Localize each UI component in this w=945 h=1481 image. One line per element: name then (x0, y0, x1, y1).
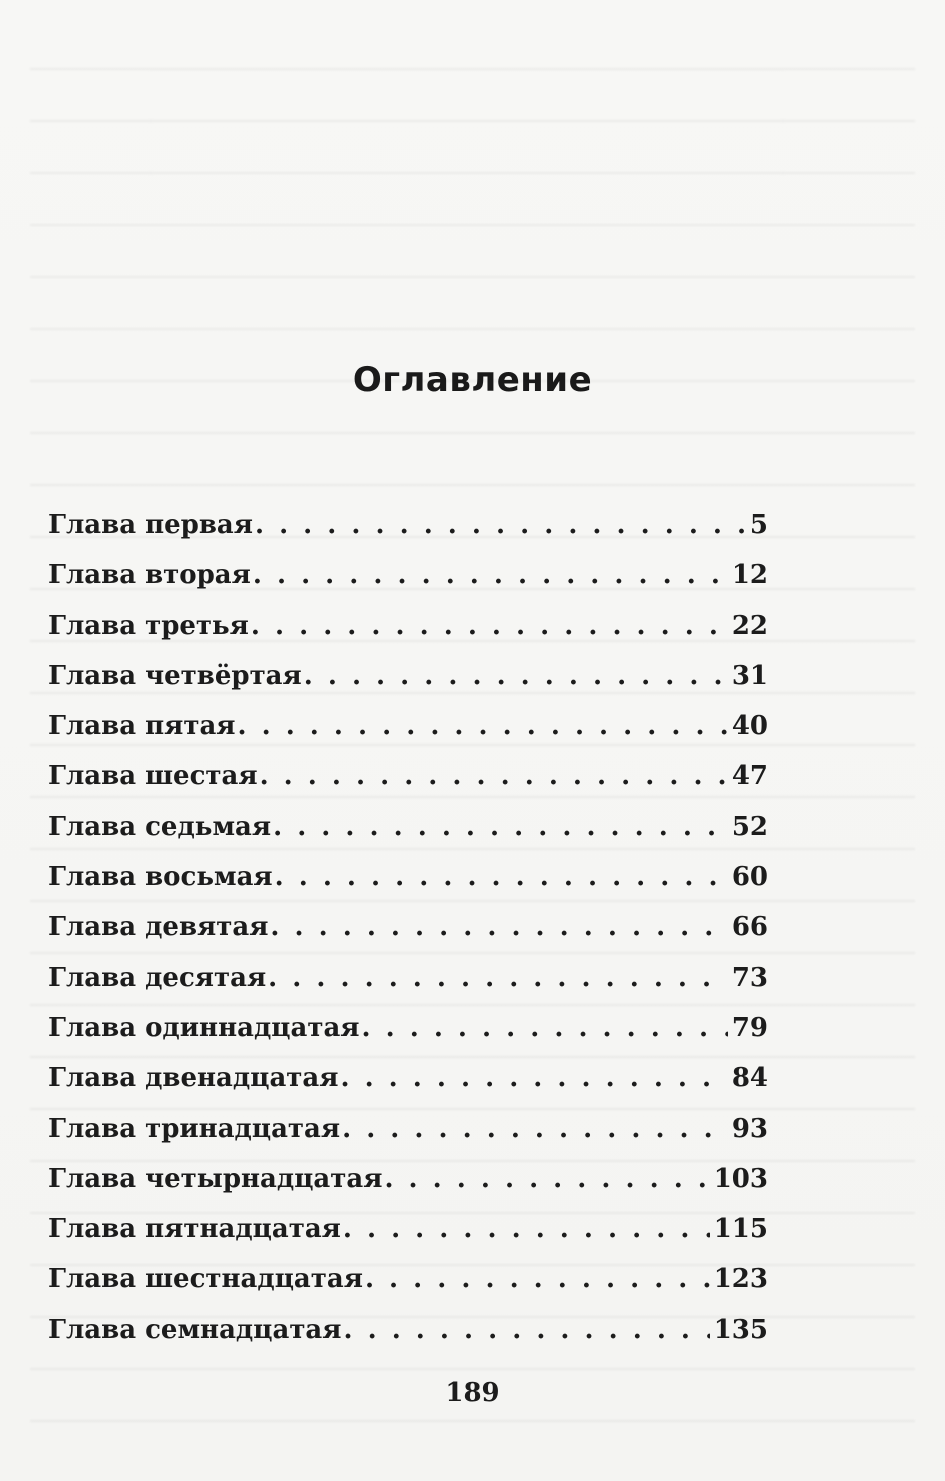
dot-leader (304, 651, 728, 701)
toc-entry-label: Глава третья (48, 610, 249, 641)
dot-leader (253, 550, 728, 600)
toc-entry-label: Глава двенадцатая (48, 1063, 339, 1094)
toc-entry-page: 52 (731, 811, 768, 842)
toc-entry-label: Глава семнадцатая (48, 1314, 342, 1345)
toc-entry-page: 103 (713, 1163, 768, 1194)
dot-leader (268, 953, 728, 1003)
page-number: 189 (445, 1378, 500, 1408)
toc-entry-page: 73 (731, 962, 768, 993)
toc-entry-label: Глава тринадцатая (48, 1113, 341, 1144)
toc-entry-label: Глава одиннадцатая (48, 1012, 360, 1043)
toc-entry (48, 1204, 768, 1254)
toc-entry-label: Глава шестнадцатая (48, 1264, 363, 1295)
toc-entry (48, 550, 768, 600)
toc-entry-label: Глава четырнадцатая (48, 1163, 383, 1194)
dot-leader (384, 1154, 709, 1204)
toc-entry-label: Глава первая (48, 510, 253, 540)
toc-entry-page: 47 (731, 761, 768, 792)
dot-leader (251, 601, 728, 651)
toc-entry (48, 802, 768, 852)
dot-leader (270, 902, 727, 952)
toc-entry (48, 500, 768, 550)
dot-leader (273, 802, 728, 852)
dot-leader (343, 1204, 710, 1254)
dot-leader (260, 751, 728, 801)
table-of-contents (48, 500, 768, 1355)
toc-entry-page: 135 (713, 1314, 768, 1345)
toc-entry-label: Глава десятая (48, 962, 267, 993)
dot-leader (362, 1003, 728, 1053)
dot-leader (255, 500, 746, 550)
dot-leader (275, 852, 728, 902)
toc-entry-page: 66 (731, 912, 768, 943)
toc-entry-page: 115 (713, 1214, 768, 1245)
toc-entry (48, 651, 768, 701)
toc-entry-page: 84 (731, 1063, 768, 1094)
dot-leader (343, 1305, 709, 1355)
toc-entry-page: 40 (731, 711, 768, 742)
toc-entry (48, 1003, 768, 1053)
toc-entry (48, 852, 768, 902)
dot-leader (342, 1104, 728, 1154)
toc-entry (48, 601, 768, 651)
toc-entry (48, 1305, 768, 1355)
toc-entry-page: 31 (731, 660, 768, 691)
toc-entry-page: 79 (731, 1012, 768, 1043)
toc-entry-label: Глава пятнадцатая (48, 1214, 341, 1245)
toc-entry-label: Глава восьмая (48, 862, 273, 893)
dot-leader (365, 1254, 710, 1304)
toc-entry-label: Глава шестая (48, 761, 258, 792)
toc-entry-page: 93 (731, 1113, 768, 1144)
toc-entry-label: Глава девятая (48, 912, 269, 943)
toc-entry-label: Глава седьмая (48, 811, 272, 842)
toc-entry-page: 60 (731, 862, 768, 893)
dot-leader (340, 1053, 727, 1103)
toc-entry (48, 701, 768, 751)
toc-entry (48, 1104, 768, 1154)
dot-leader (238, 701, 728, 751)
toc-entry (48, 1254, 768, 1304)
toc-entry-label: Глава пятая (48, 711, 236, 742)
page-title: Оглавление (352, 360, 593, 400)
toc-entry-label: Глава четвёртая (48, 660, 302, 691)
toc-entry-page: 5 (749, 510, 768, 540)
toc-entry-label: Глава вторая (48, 560, 251, 591)
toc-entry (48, 751, 768, 801)
toc-entry-page: 12 (731, 560, 768, 591)
show-through-box (150, 70, 784, 194)
toc-entry (48, 953, 768, 1003)
toc-entry-page: 123 (713, 1264, 768, 1295)
toc-entry (48, 1154, 768, 1204)
toc-entry (48, 1053, 768, 1103)
toc-entry-page: 22 (731, 610, 768, 641)
toc-entry (48, 902, 768, 952)
